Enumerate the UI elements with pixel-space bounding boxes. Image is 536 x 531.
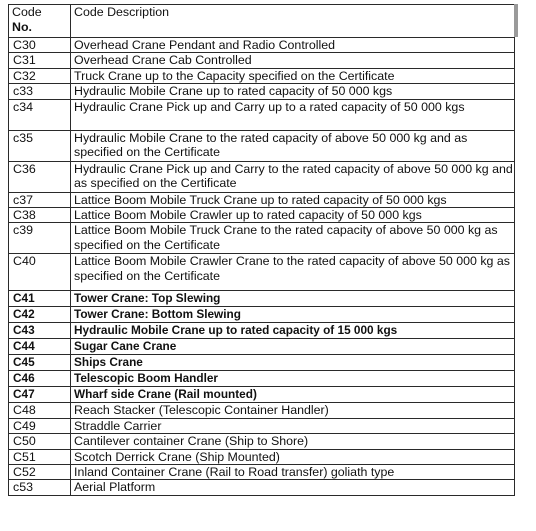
row-description: Lattice Boom Mobile Truck Crane up to rated capacity of 50 000 kgs xyxy=(71,192,515,207)
row-code: C45 xyxy=(9,355,71,371)
row-code: C31 xyxy=(9,53,71,68)
row-description: Overhead Crane Cab Controlled xyxy=(71,53,515,68)
row-description: Overhead Crane Pendant and Radio Controlled xyxy=(71,38,515,53)
row-description: Tower Crane: Bottom Slewing xyxy=(71,307,515,323)
row-code: C47 xyxy=(9,387,71,403)
table-row xyxy=(9,130,515,161)
row-code: C46 xyxy=(9,371,71,387)
row-code: c37 xyxy=(9,192,71,207)
row-description: Sugar Cane Crane xyxy=(71,339,515,355)
table-row xyxy=(9,38,515,53)
row-description: Hydraulic Mobile Crane to the rated capacity of above 50 000 kg and as specified on the Certificate xyxy=(71,130,515,161)
table-row xyxy=(9,339,515,355)
row-description: Hydraulic Crane Pick up and Carry up to a rated capacity of 50 000 kgs xyxy=(71,99,515,130)
row-code: C40 xyxy=(9,254,71,291)
row-code: c35 xyxy=(9,130,71,161)
table-row xyxy=(9,387,515,403)
header-row xyxy=(9,5,515,38)
row-code: C36 xyxy=(9,161,71,192)
row-description: Scotch Derrick Crane (Ship Mounted) xyxy=(71,449,515,464)
row-description: Truck Crane up to the Capacity specified on the Certificate xyxy=(71,68,515,83)
table-row xyxy=(9,323,515,339)
code-header xyxy=(9,5,71,38)
table-row xyxy=(9,480,515,496)
row-description: Inland Container Crane (Rail to Road transfer) goliath type xyxy=(71,465,515,480)
table-row xyxy=(9,307,515,323)
row-code: c34 xyxy=(9,99,71,130)
row-description: Aerial Platform xyxy=(71,480,515,496)
row-description: Ships Crane xyxy=(71,355,515,371)
row-code: C48 xyxy=(9,403,71,418)
row-code: C32 xyxy=(9,68,71,83)
row-code: C44 xyxy=(9,339,71,355)
row-description: Tower Crane: Top Slewing xyxy=(71,291,515,307)
row-description: Lattice Boom Mobile Crawler Crane to the rated capacity of above 50 000 kg as specified on the Certificate xyxy=(71,254,515,291)
row-code: C30 xyxy=(9,38,71,53)
crane-code-document xyxy=(8,4,514,496)
table-row xyxy=(9,254,515,291)
table-row xyxy=(9,208,515,223)
row-code: C50 xyxy=(9,434,71,449)
row-description: Cantilever container Crane (Ship to Shore) xyxy=(71,434,515,449)
row-code: C51 xyxy=(9,449,71,464)
row-code: c53 xyxy=(9,480,71,496)
code-header-line1: Code xyxy=(12,5,42,19)
row-code: C52 xyxy=(9,465,71,480)
row-code: C42 xyxy=(9,307,71,323)
row-description: Straddle Carrier xyxy=(71,418,515,433)
table-row xyxy=(9,371,515,387)
table-row xyxy=(9,355,515,371)
row-description: Reach Stacker (Telescopic Container Handler) xyxy=(71,403,515,418)
table-row xyxy=(9,434,515,449)
table-row xyxy=(9,418,515,433)
table-row xyxy=(9,223,515,254)
table-row xyxy=(9,449,515,464)
table-row xyxy=(9,403,515,418)
row-description: Lattice Boom Mobile Crawler up to rated capacity of 50 000 kgs xyxy=(71,208,515,223)
table-row xyxy=(9,192,515,207)
row-description: Lattice Boom Mobile Truck Crane to the rated capacity of above 50 000 kg as specified on the Certificate xyxy=(71,223,515,254)
row-code: C38 xyxy=(9,208,71,223)
row-description: Telescopic Boom Handler xyxy=(71,371,515,387)
row-code: C49 xyxy=(9,418,71,433)
description-header: Code Description xyxy=(71,5,515,38)
row-description: Hydraulic Mobile Crane up to rated capacity of 15 000 kgs xyxy=(71,323,515,339)
row-code: c39 xyxy=(9,223,71,254)
table-row xyxy=(9,84,515,99)
row-description: Wharf side Crane (Rail mounted) xyxy=(71,387,515,403)
table-row xyxy=(9,291,515,307)
crane-code-table xyxy=(8,4,515,496)
table-row xyxy=(9,465,515,480)
code-header-line2: No. xyxy=(12,20,32,34)
table-body xyxy=(9,38,515,496)
table-row xyxy=(9,53,515,68)
table-row xyxy=(9,68,515,83)
row-code: c33 xyxy=(9,84,71,99)
row-description: Hydraulic Mobile Crane up to rated capacity of 50 000 kgs xyxy=(71,84,515,99)
scan-edge-shadow xyxy=(514,4,518,37)
row-code: C41 xyxy=(9,291,71,307)
table-row xyxy=(9,161,515,192)
row-description: Hydraulic Crane Pick up and Carry to the rated capacity of above 50 000 kg and as specified on the Certificate xyxy=(71,161,515,192)
table-row xyxy=(9,99,515,130)
row-code: C43 xyxy=(9,323,71,339)
